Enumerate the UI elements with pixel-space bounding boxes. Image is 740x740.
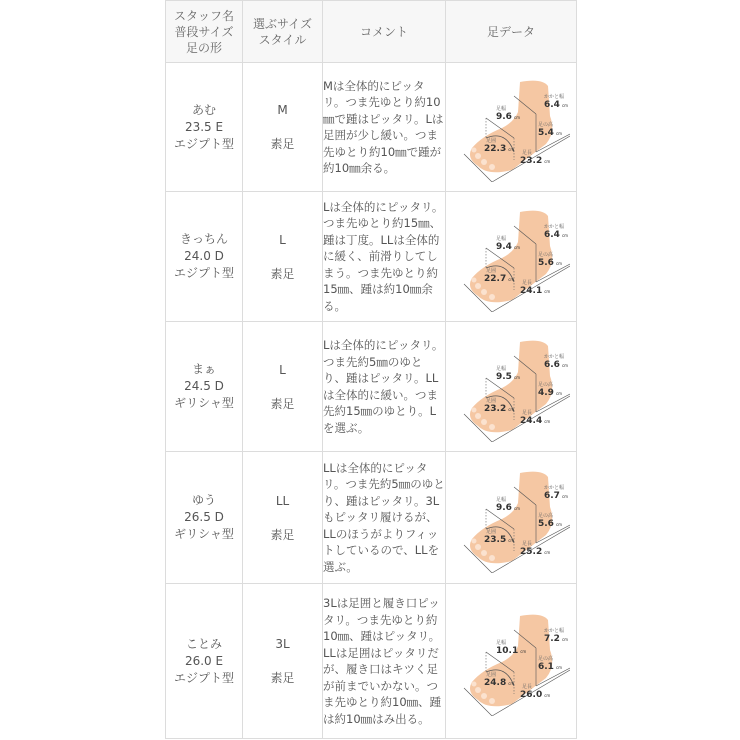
header-row [166, 1, 577, 63]
foot-diagram [452, 202, 570, 312]
header-size-line: スタイル [258, 32, 307, 47]
length-value: 24.1 cm [520, 285, 551, 296]
table-row [166, 452, 577, 584]
ankle-label: かかと幅 [544, 628, 565, 634]
staff-cell [166, 322, 243, 452]
girth-value: 22.7 cm [484, 273, 515, 284]
staff-cell [166, 192, 243, 322]
comment-cell: Lは全体的にピッタリ。つま先ゆとり約15㎜、踵は丁度。LLは全体的に緩く、前滑りしてしまう。つま先ゆとり約15㎜、踵は約10㎜余る。 [323, 192, 446, 322]
height-value: 4.9 cm [538, 387, 563, 398]
height-value: 5.6 cm [538, 257, 563, 268]
ankle-value: 6.4 cm [544, 229, 569, 240]
style: 素足 [270, 137, 295, 151]
instep-value: 10.1 cm [496, 646, 527, 656]
size-comparison-table [165, 0, 577, 739]
foot-data-cell [446, 192, 577, 322]
length-value: 24.4 cm [520, 415, 551, 426]
height-value: 5.4 cm [538, 128, 563, 138]
length-label: 足長 [522, 150, 533, 156]
style: 素足 [270, 527, 295, 542]
girth-value: 24.8 cm [484, 678, 515, 688]
ankle-label: かかと幅 [544, 94, 565, 100]
instep-label: 足幅 [496, 640, 507, 646]
length-label: 足長 [522, 279, 533, 286]
size-cell [243, 192, 323, 322]
chosen-size: L [279, 232, 286, 247]
instep-value: 9.6 cm [496, 112, 521, 122]
chosen-size: LL [275, 493, 290, 508]
length-label: 足長 [522, 540, 533, 547]
style: 素足 [270, 396, 295, 411]
foot-data-cell [446, 452, 577, 584]
instep-label: 足幅 [496, 106, 507, 112]
length-value: 25.2 cm [520, 546, 551, 557]
foot-shape: ギリシャ型 [174, 527, 234, 541]
usual-size: 24.5 D [184, 379, 224, 393]
size-cell [243, 63, 323, 192]
girth-value: 23.5 cm [484, 534, 515, 545]
length-label: 足長 [522, 409, 533, 416]
length-value: 26.0 cm [520, 690, 551, 700]
foot-data-cell [446, 63, 577, 192]
usual-size: 26.0 E [184, 653, 224, 668]
usual-size: 23.5 E [184, 119, 224, 134]
foot-data-cell [446, 322, 577, 452]
instep-label: 足幅 [496, 235, 507, 242]
chosen-size: L [279, 362, 286, 377]
usual-size: 24.0 D [184, 249, 224, 263]
ankle-label: かかと幅 [544, 484, 565, 491]
height-label: 足の高 [538, 656, 554, 662]
comment-cell: Mは全体的にピッタリ。つま先ゆとり約10㎜で踵はピッタリ。Lは足囲が少し緩い。つま先ゆとり約10㎜で踵が約10㎜余る。 [323, 63, 446, 192]
ankle-value: 7.2 cm [544, 634, 569, 644]
table-row [166, 192, 577, 322]
style: 素足 [270, 671, 295, 685]
header-comment: コメント [323, 1, 446, 63]
chosen-size: 3L [275, 637, 290, 651]
staff-cell [166, 452, 243, 584]
girth-label: 足囲 [486, 138, 497, 144]
style: 素足 [270, 266, 295, 281]
girth-value: 23.2 cm [484, 403, 515, 414]
length-label: 足長 [522, 684, 533, 690]
instep-value: 9.4 cm [496, 241, 521, 252]
foot-data-cell [446, 584, 577, 739]
size-cell [243, 584, 323, 739]
ankle-label: かかと幅 [544, 223, 565, 230]
header-foot-data: 足データ [446, 1, 577, 63]
staff-cell [166, 584, 243, 739]
foot-diagram [452, 72, 570, 182]
length-value: 23.2 cm [520, 156, 551, 166]
foot-shape: エジプト型 [173, 136, 234, 151]
staff-name: まぁ [191, 362, 216, 376]
instep-value: 9.6 cm [496, 502, 521, 513]
header-staff-line: 足の形 [185, 40, 222, 55]
staff-name: あむ [191, 102, 216, 117]
staff-name: ゆう [191, 493, 216, 507]
staff-name: ことみ [185, 636, 222, 651]
header-staff-line: 普段サイズ [174, 24, 234, 39]
foot-shape: エジプト型 [173, 670, 234, 685]
ankle-value: 6.7 cm [544, 490, 569, 501]
girth-label: 足囲 [486, 528, 497, 535]
foot-shape: ギリシャ型 [174, 396, 234, 410]
instep-label: 足幅 [496, 496, 507, 503]
header-staff [166, 1, 243, 63]
girth-label: 足囲 [486, 267, 497, 274]
height-value: 6.1 cm [538, 662, 563, 672]
ankle-label: かかと幅 [544, 353, 565, 360]
ankle-value: 6.6 cm [544, 359, 569, 370]
girth-label: 足囲 [486, 672, 497, 678]
height-label: 足の高 [538, 512, 554, 519]
comment-cell: 3Lは足囲と履き口ピッタリ。つま先ゆとり約10㎜、踵はピッタリ。LLは足囲はピッタリだが、履き口はキツく足が前までいかない。つま先ゆとり約10㎜、踵は約10㎜はみ出る。 [323, 584, 446, 739]
size-cell [243, 452, 323, 584]
instep-label: 足幅 [496, 365, 507, 372]
staff-cell [166, 63, 243, 192]
header-size-line: 選ぶサイズ [252, 16, 313, 31]
chosen-size: M [277, 103, 288, 117]
comment-cell: LLは全体的にピッタリ。つま先約5㎜のゆとり、踵はピッタリ。3Lもピッタリ履けるが、LLのほうがよりフィットしているので、LLを選ぶ。 [323, 452, 446, 584]
table-row [166, 63, 577, 192]
height-label: 足の高 [538, 381, 554, 388]
header-staff-line: スタッフ名 [173, 8, 234, 23]
foot-diagram [452, 332, 570, 442]
height-value: 5.6 cm [538, 518, 563, 529]
table-row [166, 584, 577, 739]
foot-shape: エジプト型 [173, 266, 234, 280]
foot-diagram [452, 606, 570, 716]
comment-cell: Lは全体的にピッタリ。つま先約5㎜のゆとり、踵はピッタリ。LLは全体的に緩い。つま先約15㎜のゆとり。Lを選ぶ。 [323, 322, 446, 452]
girth-value: 22.3 cm [484, 144, 515, 154]
height-label: 足の高 [538, 122, 554, 128]
staff-name: きっちん [179, 232, 228, 246]
foot-diagram [452, 463, 570, 573]
instep-value: 9.5 cm [496, 371, 521, 382]
height-label: 足の高 [538, 251, 554, 258]
header-size [243, 1, 323, 63]
usual-size: 26.5 D [184, 510, 224, 524]
size-cell [243, 322, 323, 452]
ankle-value: 6.4 cm [544, 100, 569, 110]
table-row [166, 322, 577, 452]
girth-label: 足囲 [486, 397, 497, 404]
